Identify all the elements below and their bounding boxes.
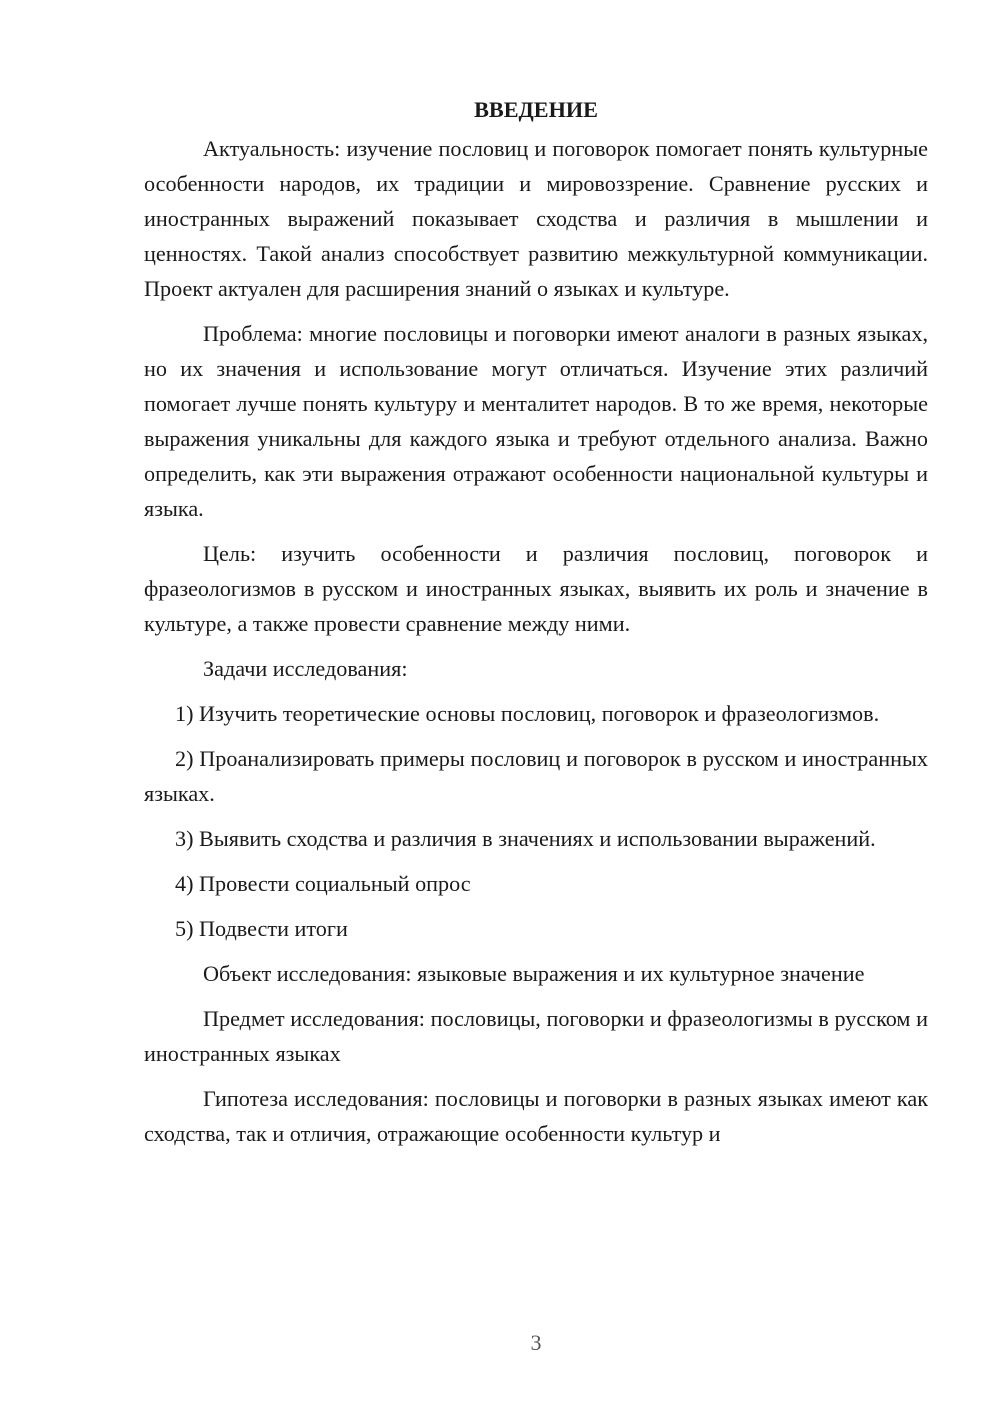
hypothesis-paragraph: Гипотеза исследования: пословицы и поговорки в разных языках имеют как сходства, так и отличия, отражающие особенности культур и xyxy=(144,1086,928,1146)
relevance-paragraph: Актуальность: изучение пословиц и поговорок помогает понять культурные особенности народов, их традиции и мировоззрение. Сравнение русских и иностранных выражений показывает сходства и различия в мышлении и ценностях. Такой анализ способствует развитию межкультурной коммуникации. Проект актуален для расширения знаний о языках и культуре. xyxy=(144,136,928,301)
task-item-3: 3) Выявить сходства и различия в значениях и использовании выражений. xyxy=(175,826,876,851)
page-number: 3 xyxy=(530,1330,542,1355)
document-page xyxy=(144,92,928,1161)
problem-paragraph: Проблема: многие пословицы и поговорки имеют аналоги в разных языках, но их значения и использование могут отличаться. Изучение этих различий помогает лучше понять культуру и менталитет народов. В то же время, некоторые выражения уникальны для каждого языка и требуют отдельного анализа. Важно определить, как эти выражения отражают особенности национальной культуры и языка. xyxy=(144,321,928,521)
object-paragraph: Объект исследования: языковые выражения и их культурное значение xyxy=(203,961,865,986)
section-title: ВВЕДЕНИЕ xyxy=(474,97,598,122)
task-item-4: 4) Провести социальный опрос xyxy=(175,871,471,896)
task-item-5: 5) Подвести итоги xyxy=(175,916,348,941)
goal-paragraph: Цель: изучить особенности и различия пословиц, поговорок и фразеологизмов в русском и иностранных языках, выявить их роль и значение в культуре, а также провести сравнение между ними. xyxy=(144,541,928,636)
subject-paragraph: Предмет исследования: пословицы, поговорки и фразеологизмы в русском и иностранных языках xyxy=(144,1006,928,1066)
task-item-2: 2) Проанализировать примеры пословиц и поговорок в русском и иностранных языках. xyxy=(144,746,928,806)
task-item-1: 1) Изучить теоретические основы пословиц, поговорок и фразеологизмов. xyxy=(175,701,880,726)
tasks-heading: Задачи исследования: xyxy=(203,656,408,681)
